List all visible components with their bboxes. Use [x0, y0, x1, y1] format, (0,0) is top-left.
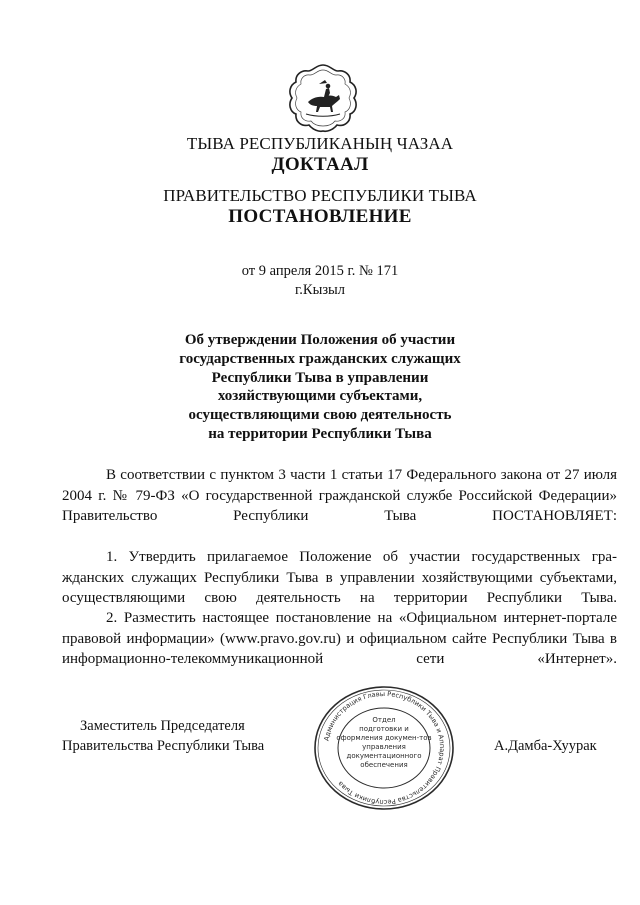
tuvan-document-type: ДОКТААЛ: [271, 154, 369, 175]
seal-text-line: оформления докумен-тов: [336, 734, 432, 742]
paragraph-line: осуществляющими свою деятельность на территории Республики Тыва.: [62, 590, 617, 607]
resolution-item-2: [62, 608, 617, 670]
title-line: хозяйствующими субъектами,: [217, 388, 423, 405]
paragraph-line: Правительство Республики Тыва ПОСТАНОВЛЯЕТ:: [62, 508, 617, 525]
seal-text-line: документационного: [346, 752, 422, 760]
paragraph-line: жданских служащих Республики Тыва в управлении хозяйствующими субъектами,: [62, 569, 617, 586]
seal-text-line: подготовки и: [359, 725, 409, 733]
paragraph-line: В соответствии с пунктом 3 части 1 статьи 17 Федерального закона от 27 июля: [106, 467, 617, 483]
signatory-position-line: Правительства Республики Тыва: [62, 738, 265, 754]
seal-text-line: управления: [362, 743, 406, 751]
seal-text-line: Отдел: [372, 716, 396, 724]
tuvan-government-name: ТЫВА РЕСПУБЛИКАНЫҢ ЧАЗАА: [186, 134, 454, 153]
paragraph-line: 1. Утвердить прилагаемое Положение об участии государственных гра-: [106, 549, 617, 565]
russian-document-type: ПОСТАНОВЛЕНИЕ: [228, 206, 412, 227]
title-line: на территории Республики Тыва: [208, 425, 432, 442]
coat-of-arms-icon: [286, 62, 360, 134]
signatory-name: А.Дамба-Хуурак: [494, 738, 597, 754]
paragraph-line: правовой информации» (www.pravo.gov.ru) и официальном сайте Республики Тыва в: [62, 630, 617, 647]
title-line: Об утверждении Положения об участии: [184, 332, 456, 348]
resolution-item-1: [62, 547, 617, 609]
signatory-position-line: Заместитель Председателя: [80, 718, 245, 734]
svg-text:Администрация Главы Республики: Администрация Главы Республики Тыва и Аппарат Правительства Республики Тыва: [322, 689, 447, 807]
paragraph-line: 2. Разместить настоящее постановление на «Официальном интернет-портале: [106, 610, 617, 626]
signatory-position: [62, 716, 264, 756]
document-city: г.Кызыл: [294, 282, 346, 298]
official-seal: [312, 684, 456, 812]
document-title: [0, 331, 640, 444]
title-line: государственных гражданских служащих: [179, 350, 461, 367]
seal-text-line: обеспечения: [360, 761, 408, 769]
preamble-paragraph: [62, 465, 617, 527]
title-line: осуществляющими свою деятельность: [188, 407, 452, 424]
russian-government-name: ПРАВИТЕЛЬСТВО РЕСПУБЛИКИ ТЫВА: [163, 186, 477, 205]
title-line: Республики Тыва в управлении: [211, 369, 429, 386]
paragraph-line: информационно-телекоммуникационной сети «Интернет».: [62, 651, 617, 668]
document-date-number: от 9 апреля 2015 г. № 171: [241, 263, 399, 279]
paragraph-line: 2004 г. № 79-ФЗ «О государственной гражданской службе Российской Федерации»: [62, 487, 617, 504]
